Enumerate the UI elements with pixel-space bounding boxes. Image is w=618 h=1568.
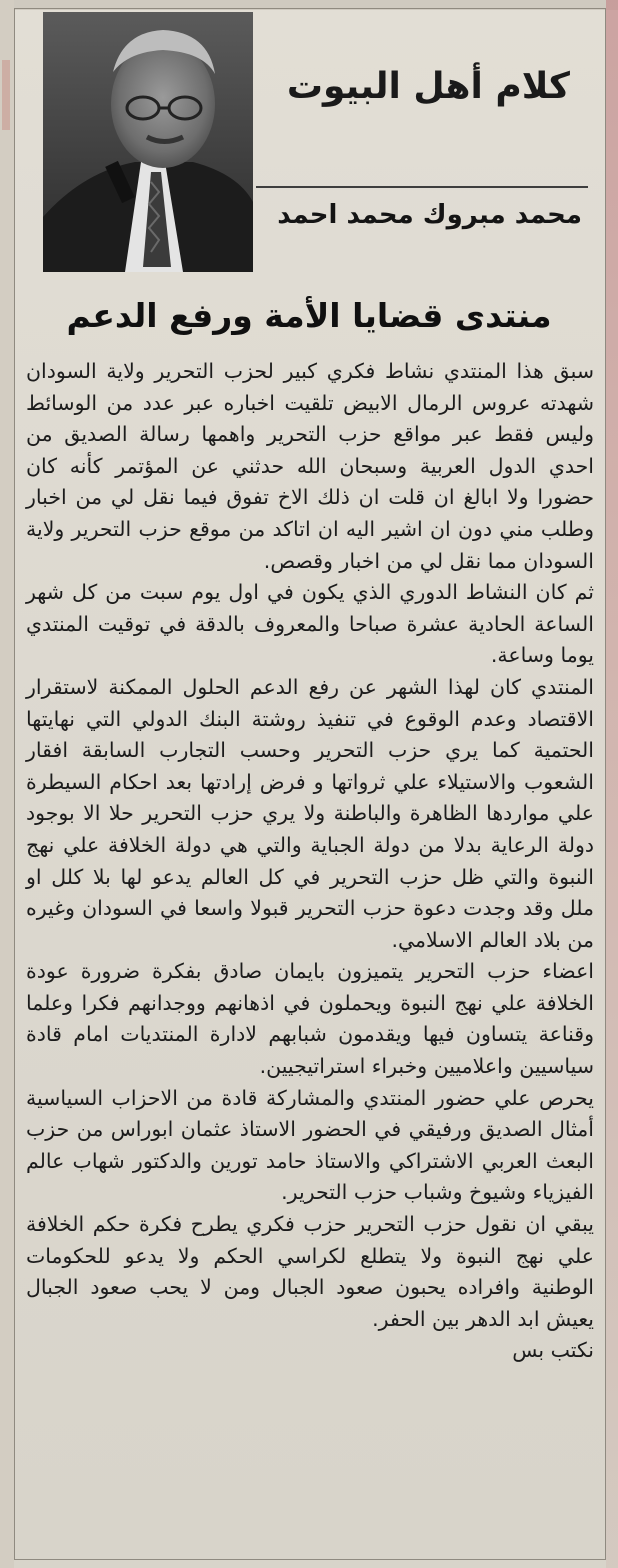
article-headline: منتدى قضايا الأمة ورفع الدعم xyxy=(66,296,552,335)
article-paragraph: سبق هذا المنتدي نشاط فكري كبير لحزب التحرير ولاية السودان شهدته عروس الرمال الابيض تلقيت اخباره عبر عدد من الوسائط وليس فقط عبر مواقع حزب التحرير واهمها رسالة الصديق من احدي الدول العربية وسبحان الله حدثني عن المؤتمر كأنه كان حضورا ولا ابالغ ان قلت ان ذلك الاخ تفوق فيما نقل لي من اخبار وطلب مني دون ان اشير اليه ان اتاكد من موقع حزب التحرير ولاية السودان مما نقل لي من اخبار وقصص. xyxy=(26,359,594,573)
article-paragraph: المنتدي كان لهذا الشهر عن رفع الدعم الحلول الممكنة لاستقرار الاقتصاد وعدم الوقوع في تنفيذ روشتة البنك الدولي التي نهايتها الحتمية كما يري حزب التحرير وحسب التجارب السابقة افقار الشعوب والاستيلاء علي ثرواتها و فرض إرادتها بعد احكام السيطرة علي مواردها الظاهرة والباطنة ولا يري حزب التحرير حلا الا بوجود دولة الرعاية بدلا من دولة الجباية والتي هي دولة الخلافة علي نهج النبوة والتي ظل حزب التحرير في كل العالم يدعو لها بلا كلل او ملل وقد وجدت دعوة حزب التحرير قبولا واسعا في السودان وغيره من بلاد العالم الاسلامي. xyxy=(26,674,594,952)
author-name: محمد مبروك محمد احمد xyxy=(277,200,582,230)
article-body xyxy=(26,356,594,1367)
right-scan-edge xyxy=(606,0,618,1568)
article-paragraph: يحرص علي حضور المنتدي والمشاركة قادة من الاحزاب السياسية أمثال الصديق ورفيقي في الحضور الاستاذ عثمان ابوراس من حزب البعث العربي الاشتراكي والاستاذ حامد تورين والدكتور شهاب عالم الفيزياء وشيوخ وشباب حزب التحرير. xyxy=(26,1085,594,1205)
article-paragraph: اعضاء حزب التحرير يتميزون بايمان صادق بفكرة ضرورة عودة الخلافة علي نهج النبوة ويحملون في اذهانهم ووجدانهم فكرا وعلما وقناعة يتساون فيها ويقدمون شبابهم لادارة المنتديات امام قادة سياسيين واعلاميين وخبراء استراتيجيين. xyxy=(26,959,594,1079)
author-portrait-illustration xyxy=(43,12,253,272)
author-photo xyxy=(43,12,253,272)
article-paragraph: ثم كان النشاط الدوري الذي يكون في اول يوم سبت من كل شهر الساعة الحادية عشرة صباحا والمعروف بالدقة في توقيت المنتدي يوما وساعة. xyxy=(26,580,594,668)
column-title: كلام أهل البيوت xyxy=(286,66,570,107)
title-divider xyxy=(256,186,588,188)
article-signoff: نكتب بس xyxy=(512,1338,594,1363)
article-paragraph: يبقي ان نقول حزب التحرير حزب فكري يطرح فكرة حكم الخلافة علي نهج النبوة ولا يتطلع لكراسي الحكم ولا يدعو للحكومات الوطنية وافراده يحبون صعود الجبال ومن لا يحب صعود الجبال يعيش ابد الدهر بين الحفر. xyxy=(26,1212,594,1331)
left-scan-edge xyxy=(0,0,14,1568)
